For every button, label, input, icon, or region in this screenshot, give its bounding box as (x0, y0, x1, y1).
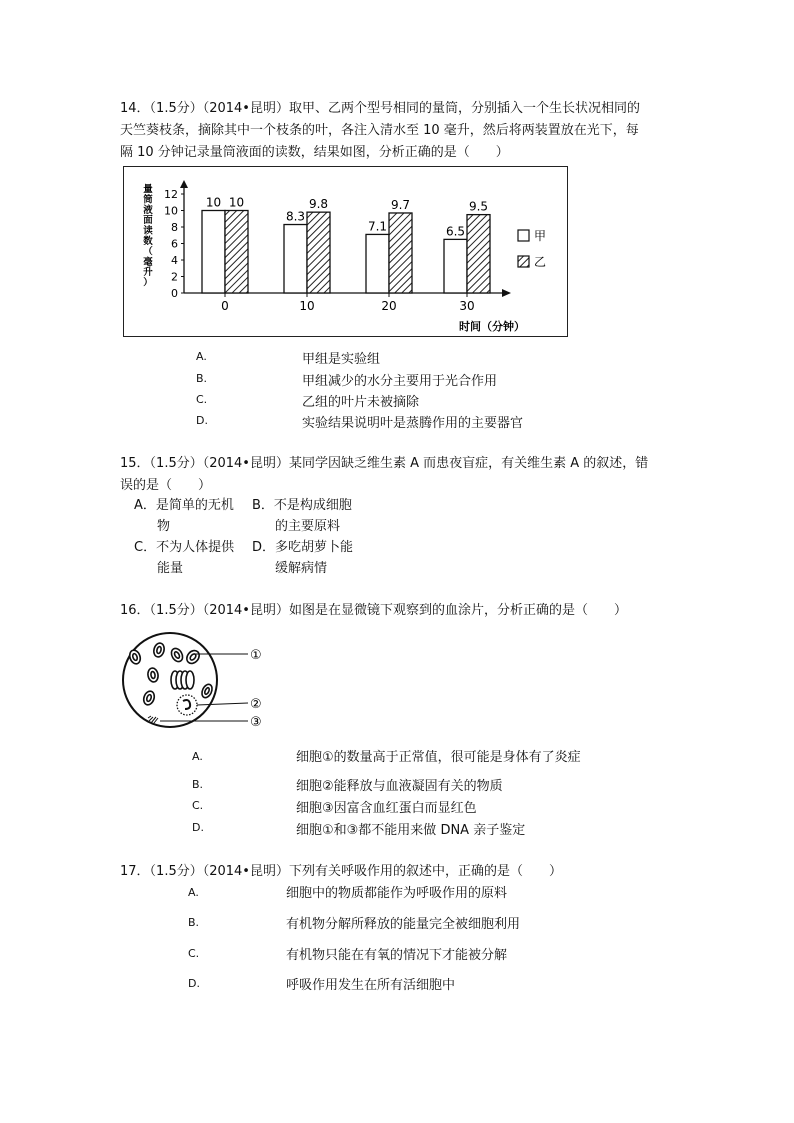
q16-option-d-label[interactable]: D. (192, 821, 204, 834)
y-tick-label: 0 (171, 287, 178, 300)
q14-option-d-text[interactable]: 实验结果说明叶是蒸腾作用的主要器官 (302, 416, 524, 431)
q17-stem-line1: 17．（1.5分）（2014•昆明）下列有关呼吸作用的叙述中，正确的是（ ） (120, 864, 562, 879)
q17-option-b-text[interactable]: 有机物分解所释放的能量完全被细胞利用 (286, 917, 521, 932)
q14-option-c-label[interactable]: C. (196, 393, 208, 406)
q14-option-b-label[interactable]: B. (196, 372, 208, 385)
q14-option-c-text[interactable]: 乙组的叶片未被摘除 (302, 395, 420, 410)
y-axis-title-char: 面 (143, 215, 153, 227)
y-axis-title (143, 183, 153, 289)
q14-stem-line1: 14．（1.5分）（2014•昆明）取甲、乙两个型号相同的量筒，分别插入一个生长状况相同的 (120, 101, 640, 116)
q14-option-d-label[interactable]: D. (196, 414, 208, 427)
q16-option-c-text[interactable]: 细胞③因富含血红蛋白而显红色 (296, 801, 477, 816)
q17-option-d-label[interactable]: D. (188, 977, 200, 990)
y-tick-label: 12 (164, 188, 178, 201)
blood-smear-figure (115, 625, 275, 735)
y-axis-title-char: 升 (143, 267, 153, 279)
bar-甲-20 (366, 234, 389, 293)
y-tick-label: 4 (171, 254, 178, 267)
y-axis-title-char: ） (143, 277, 153, 289)
q15-option-b[interactable] (252, 495, 352, 537)
data-label: 6.5 (445, 224, 466, 239)
microscope-field (123, 633, 217, 727)
q14-chart (123, 166, 568, 337)
legend-label: 甲 (534, 229, 547, 243)
q15-stem-line2: 误的是（ ） (120, 478, 212, 493)
q16-stem-line1: 16．（1.5分）（2014•昆明）如图是在显微镜下观察到的血涂片，分析正确的是（ ） (120, 603, 627, 618)
y-axis-title-char: 液 (143, 204, 153, 216)
q15-option-b-line2: 的主要原料 (275, 519, 341, 534)
bar-甲-30 (444, 239, 467, 293)
y-tick-label: 2 (171, 270, 178, 284)
y-axis-title-char: 读 (143, 225, 153, 237)
y-axis-title-char: 量 (143, 184, 153, 195)
q15-option-d[interactable] (252, 537, 353, 579)
data-label: 7.1 (367, 219, 388, 234)
data-label: 8.3 (285, 209, 306, 224)
q17-option-c-text[interactable]: 有机物只能在有氧的情况下才能被分解 (286, 948, 508, 963)
y-axis-title-char: （ (143, 246, 153, 258)
q15-option-c[interactable] (134, 537, 234, 579)
q15-option-d-line1: 多吃胡萝卜能 (275, 540, 354, 555)
q15-option-c-line2: 能量 (157, 561, 184, 576)
x-axis-title: 时间（分钟） (459, 320, 525, 333)
q15-option-d-line2: 缓解病情 (275, 561, 328, 576)
q14-stem-line2: 天竺葵枝条，摘除其中一个枝条的叶，各注入清水至 10 毫升，然后将两装置放在光下，每 (120, 123, 639, 138)
y-tick-label: 6 (171, 237, 178, 251)
q15-option-a[interactable] (134, 495, 234, 537)
bar-chart (124, 167, 566, 335)
q16-option-c-label[interactable]: C. (192, 799, 204, 812)
q14-option-b-text[interactable]: 甲组减少的水分主要用于光合作用 (302, 374, 498, 389)
q15-option-d-label: D． (252, 540, 276, 555)
bar-甲-10 (284, 225, 307, 293)
q14-option-a-label[interactable]: A. (196, 350, 207, 363)
bar-乙-20 (389, 213, 412, 293)
q15-option-b-label: B． (252, 498, 274, 513)
y-axis-title-char: 筒 (143, 194, 153, 206)
x-tick-label: 10 (299, 299, 315, 313)
q15-option-a-label: A． (134, 498, 156, 513)
legend-swatch-乙 (518, 256, 529, 267)
x-tick-label: 30 (459, 299, 475, 313)
data-label: 10 (228, 195, 245, 210)
marker-1: ① (250, 648, 262, 663)
bar-乙-0 (225, 211, 248, 294)
marker-3: ③ (250, 715, 262, 730)
q14-stem-line3: 隔 10 分钟记录量筒液面的读数，结果如图，分析正确的是（ ） (120, 145, 509, 160)
legend-swatch-甲 (518, 230, 529, 241)
x-tick-label: 0 (221, 299, 229, 313)
q17-option-c-label[interactable]: C. (188, 947, 200, 960)
x-tick-label: 20 (381, 299, 397, 313)
q15-option-b-line1: 不是构成细胞 (273, 498, 352, 513)
bar-乙-30 (467, 215, 490, 293)
y-axis-title-char: 数 (143, 236, 153, 247)
data-label: 10 (205, 195, 222, 210)
marker-2: ② (250, 697, 262, 712)
q17-option-b-label[interactable]: B. (188, 916, 200, 929)
q15-stem-line1: 15．（1.5分）（2014•昆明）某同学因缺乏维生素 A 而患夜盲症，有关维生素 A 的叙述，错 (120, 456, 649, 471)
y-tick-label: 10 (164, 204, 178, 218)
q15-option-c-line1: 不为人体提供 (156, 540, 235, 555)
q17-option-d-text[interactable]: 呼吸作用发生在所有活细胞中 (286, 978, 456, 993)
y-axis-title-char: 毫 (143, 256, 153, 268)
q14-option-a-text[interactable]: 甲组是实验组 (302, 352, 381, 367)
q15-option-a-line2: 物 (157, 519, 171, 534)
q17-option-a-label[interactable]: A. (188, 886, 199, 899)
q16-option-a-label[interactable]: A. (192, 750, 203, 763)
x-axis-arrow (502, 289, 511, 297)
chart-legend (518, 229, 546, 269)
legend-label: 乙 (534, 255, 547, 269)
data-label: 9.7 (390, 197, 411, 212)
y-axis-arrow (180, 180, 188, 188)
y-tick-label: 8 (171, 221, 178, 234)
q15-option-c-label: C． (134, 540, 157, 555)
q17-option-a-text[interactable]: 细胞中的物质都能作为呼吸作用的原料 (286, 886, 508, 901)
q16-option-b-label[interactable]: B. (192, 778, 204, 791)
white-blood-cell (177, 695, 197, 715)
q16-option-a-text[interactable]: 细胞①的数量高于正常值，很可能是身体有了炎症 (296, 750, 581, 765)
q15-option-a-line1: 是简单的无机 (155, 498, 234, 513)
data-label: 9.5 (468, 199, 489, 214)
bar-乙-10 (307, 212, 330, 293)
data-label: 9.8 (308, 197, 329, 212)
bar-甲-0 (202, 211, 225, 294)
q16-option-d-text[interactable]: 细胞①和③都不能用来做 DNA 亲子鉴定 (296, 823, 526, 838)
q16-option-b-text[interactable]: 细胞②能释放与血液凝固有关的物质 (296, 779, 503, 794)
